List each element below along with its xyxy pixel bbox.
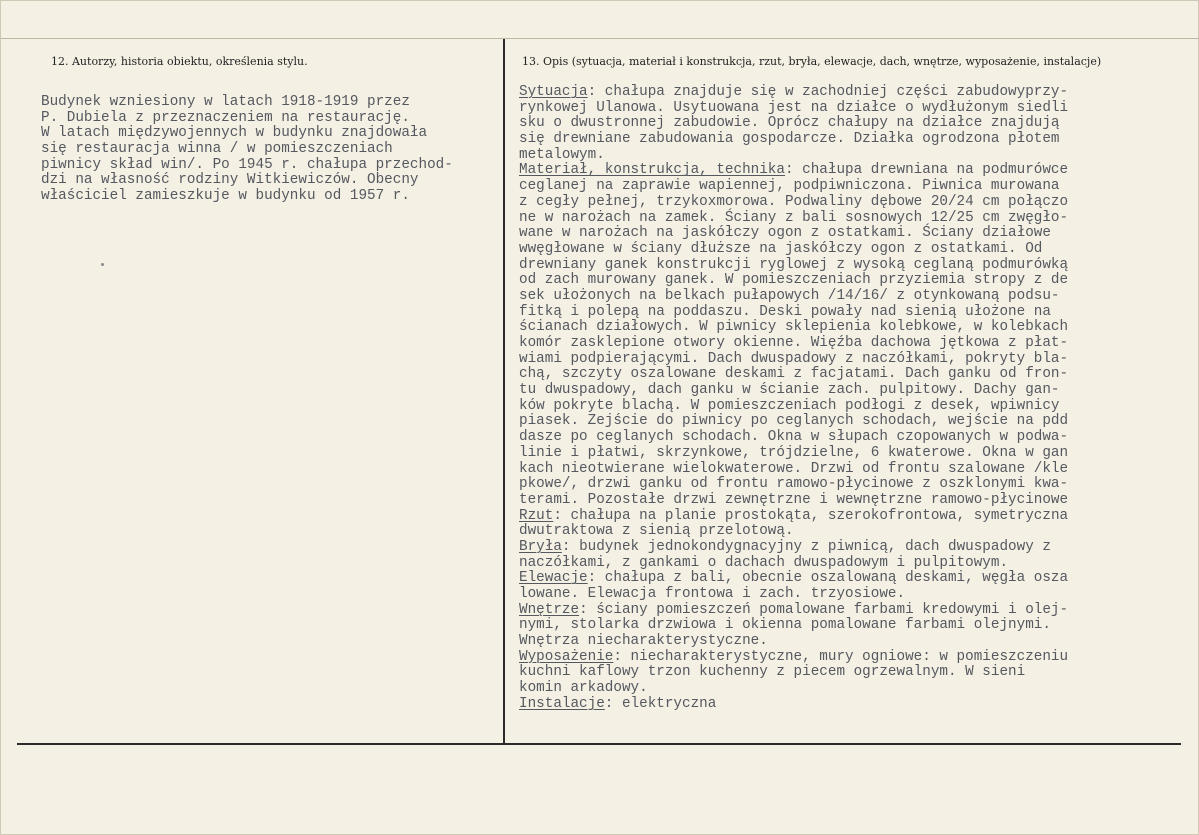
- right-text-line: [519, 587, 1068, 603]
- section-label: Wyposażenie: [519, 648, 614, 665]
- right-column-header: 13. Opis (sytuacja, materiał i konstrukcja, rzut, bryła, elewacje, dach, wnętrze, wyposażenie, instalacje): [522, 55, 1102, 68]
- section-text: : chałupa drewniana na podmurówce: [784, 162, 1069, 179]
- section-text: sku o dwustronnej zabudowie. Oprócz chałupy na działce znajdują: [519, 115, 1060, 132]
- section-text: ceglanej na zaprawie wapiennej, podpiwniczona. Piwnica murowana: [519, 178, 1060, 195]
- right-text-line: [519, 195, 1068, 211]
- section-text: kach nieotwierane wielokwaterowe. Drzwi od frontu szalowane /kle: [519, 460, 1069, 477]
- left-text-line: P. Dubiela z przeznaczeniem na restaurację.: [41, 109, 410, 126]
- right-text-line: [519, 289, 1068, 305]
- section-text: ne w narożach na zamek. Ściany z bali sosnowych 12/25 cm zwęgło-: [519, 209, 1069, 226]
- right-text-line: [519, 493, 1068, 509]
- right-text-line: [519, 85, 1068, 101]
- right-text-line: [519, 509, 1068, 525]
- right-text-line: [519, 258, 1068, 274]
- left-text-line: piwnicy skład win/. Po 1945 r. chałupa przechod-: [41, 156, 453, 173]
- section-label: Materiał, konstrukcja, technika: [519, 162, 785, 179]
- section-text: komór zasklepione otwory okienne. Więźba dachowa jętkowa z płat-: [519, 335, 1069, 351]
- column-divider: [503, 39, 505, 743]
- section-label: Rzut: [519, 507, 554, 524]
- section-text: : chałupa z bali, obecnie oszalowaną deskami, węgła osza: [587, 570, 1069, 587]
- right-text-line: [519, 634, 1068, 650]
- section-text: sek ułożonych na belkach pułapowych /14/16/ z otynkowaną podsu-: [519, 287, 1060, 304]
- right-text-line: [519, 383, 1068, 399]
- left-text-line: Budynek wzniesiony w latach 1918-1919 przez: [41, 94, 410, 110]
- section-text: fitką i polepą na poddaszu. Deski powały nad sienią ułożone na: [519, 303, 1051, 320]
- right-text-line: [519, 273, 1068, 289]
- right-text-line: [519, 524, 1068, 540]
- right-text-line: [519, 446, 1068, 462]
- right-text-line: [519, 336, 1068, 352]
- top-rule: [1, 38, 1199, 39]
- section-text: : ściany pomieszczeń pomalowane farbami kredowymi i olej-: [579, 601, 1069, 618]
- right-text-line: [519, 242, 1068, 258]
- section-text: tu dwuspadowy, dach ganku w ścianie zach. pulpitowy. Dachy gan-: [519, 382, 1060, 399]
- left-text-line: W latach międzywojennych w budynku znajdowała: [41, 125, 428, 142]
- section-text: : elektryczna: [604, 695, 717, 712]
- section-text: wwęgłowane w ściany dłuższe na jaskółczy ogon z ostatkami. Od: [519, 240, 1043, 257]
- paper-speck: [101, 263, 104, 266]
- section-text: nymi, stolarka drzwiowa i okienna pomalowane farbami olejnymi.: [519, 617, 1051, 634]
- section-text: rynkowej Ulanowa. Usytuowana jest na działce o wydłużonym siedli: [519, 99, 1069, 116]
- section-text: dwutraktowa z sienią przelotową.: [519, 523, 794, 540]
- section-text: wane w narożach na jaskółczy ogon z ostatkami. Ściany działowe: [519, 225, 1051, 242]
- right-text-line: [519, 681, 1068, 697]
- section-text: terami. Pozostałe drzwi zewnętrzne i wewnętrzne ramowo-płycinowe: [519, 491, 1069, 508]
- right-text-line: [519, 116, 1068, 132]
- right-text-line: [519, 352, 1068, 368]
- section-text: od zach murowany ganek. W pomieszczeniach przyziemia stropy z de: [519, 272, 1069, 289]
- right-text-line: [519, 226, 1068, 242]
- bottom-rule: [17, 743, 1181, 745]
- right-text-line: [519, 101, 1068, 117]
- section-text: komin arkadowy.: [519, 680, 648, 697]
- left-column-header: 12. Autorzy, historia obiektu, określenia stylu.: [51, 55, 308, 68]
- section-label: Bryła: [519, 538, 562, 555]
- right-text-line: [519, 414, 1068, 430]
- section-text: Wnętrza niecharakterystyczne.: [519, 633, 768, 650]
- right-text-line: [519, 179, 1068, 195]
- section-text: ków pokryte blachą. W pomieszczeniach podłogi z desek, wpiwnicy: [519, 397, 1060, 414]
- section-text: dasze po ceglanych schodach. Okna w słupach czopowanych w podwa-: [519, 429, 1069, 446]
- right-text-line: [519, 650, 1068, 666]
- section-label: Elewacje: [519, 570, 588, 587]
- section-label: Instalacje: [519, 695, 605, 712]
- left-text-line: właściciel zamieszkuje w budynku od 1957 r.: [41, 188, 410, 205]
- left-text-line: dzi na własność rodziny Witkiewiczów. Obecny: [41, 172, 419, 189]
- right-text-line: [519, 305, 1068, 321]
- right-text-line: [519, 399, 1068, 415]
- right-text-line: [519, 571, 1068, 587]
- left-text-line: się restauracja winna / w pomieszczeniach: [41, 141, 393, 158]
- right-column-text: [519, 85, 1068, 713]
- right-text-line: [519, 148, 1068, 164]
- section-text: się drewniane zabudowania gospodarcze. Działka ogrodzona płotem: [519, 131, 1060, 148]
- section-text: pkowe/, drzwi ganku od frontu ramowo-płycinowe z oszklonymi kwa-: [519, 476, 1069, 493]
- section-text: piasek. Zejście do piwnicy po ceglanych schodach, wejście na pdd: [519, 413, 1069, 430]
- right-text-line: [519, 320, 1068, 336]
- section-text: : budynek jednokondygnacyjny z piwnicą, dach dwuspadowy z: [561, 538, 1051, 555]
- section-text: drewniany ganek konstrukcji ryglowej z wysoką ceglaną podmurówką: [519, 256, 1069, 273]
- section-text: metalowym.: [519, 146, 605, 163]
- section-label: Wnętrze: [519, 601, 580, 618]
- right-text-line: [519, 603, 1068, 619]
- section-text: ścianach działowych. W piwnicy sklepienia kolebkowe, w kolebkach: [519, 319, 1069, 336]
- section-label: Sytuacja: [519, 84, 588, 100]
- section-text: wiami podpierającymi. Dach dwuspadowy z naczółkami, pokryty bla-: [519, 350, 1069, 367]
- section-text: linie i płatwi, skrzynkowe, trójdzielne, 6 kwaterowe. Okna w gan: [519, 444, 1069, 461]
- section-text: : chałupa znajduje się w zachodniej części zabudowyprzy-: [587, 84, 1069, 100]
- right-text-line: [519, 211, 1068, 227]
- section-text: kuchni kaflowy trzon kuchenny z piecem ogrzewalnym. W sieni: [519, 664, 1026, 681]
- right-text-line: [519, 540, 1068, 556]
- right-text-line: [519, 132, 1068, 148]
- section-text: chą, szczyty oszalowane deskami z facjatami. Dach ganku od fron-: [519, 366, 1069, 383]
- right-text-line: [519, 697, 1068, 713]
- right-text-line: [519, 163, 1068, 179]
- section-text: : niecharakterystyczne, mury ogniowe: w pomieszczeniu: [613, 648, 1069, 665]
- right-text-line: [519, 367, 1068, 383]
- section-text: naczółkami, z gankami o dachach dwuspadowym i pulpitowym.: [519, 554, 1009, 571]
- right-text-line: [519, 430, 1068, 446]
- right-text-line: [519, 618, 1068, 634]
- section-text: z cegły pełnej, trzykoxmorowa. Podwaliny dębowe 20/24 cm połączo: [519, 193, 1069, 210]
- section-text: lowane. Elewacja frontowa i zach. trzyosiowe.: [519, 586, 906, 602]
- right-text-line: [519, 477, 1068, 493]
- right-text-line: [519, 556, 1068, 572]
- right-text-line: [519, 462, 1068, 478]
- section-text: : chałupa na planie prostokąta, szerokofrontowa, symetryczna: [553, 507, 1069, 524]
- right-text-line: [519, 665, 1068, 681]
- left-column-text: [41, 95, 453, 205]
